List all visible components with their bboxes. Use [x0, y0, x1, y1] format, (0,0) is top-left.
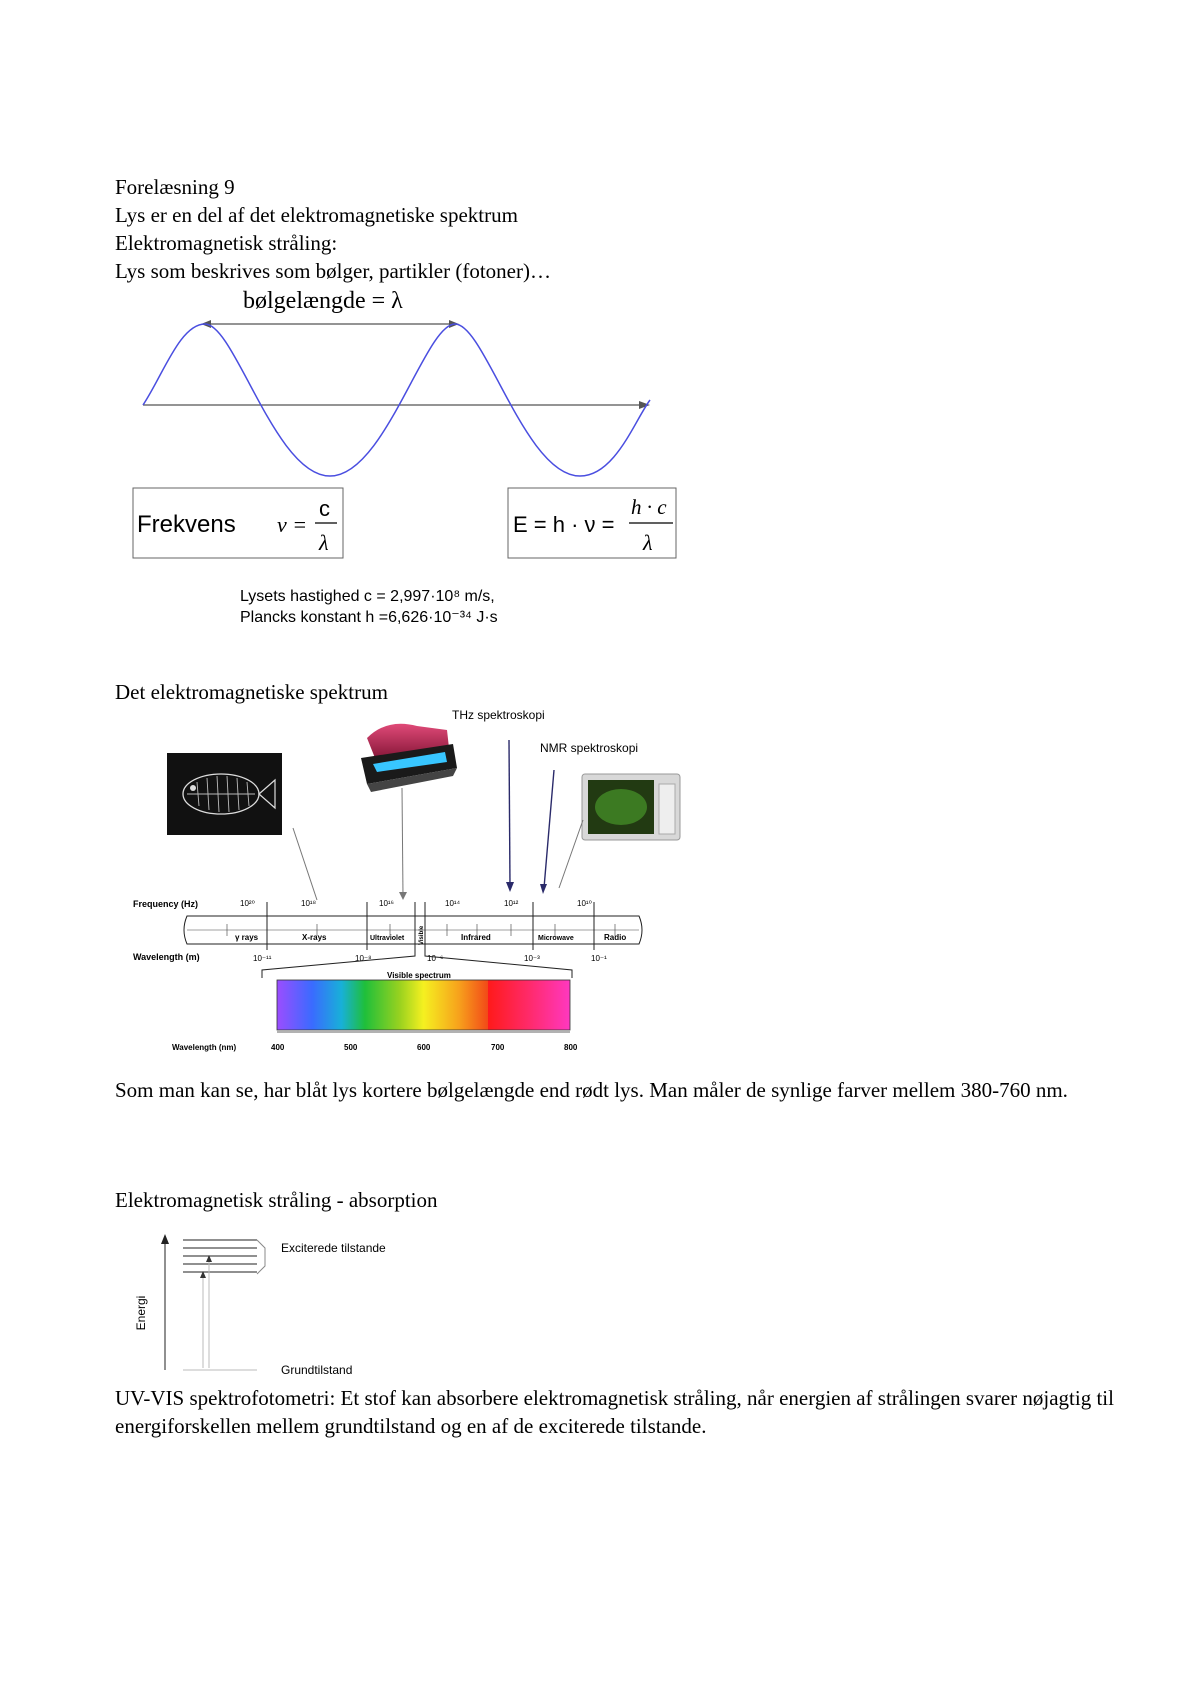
band-visible: Visible: [419, 925, 425, 945]
wavelength-ticks: [253, 954, 607, 963]
band-infrared: Infrared: [461, 933, 491, 942]
absorption-caption: UV-VIS spektrofotometri: Et stof kan absorbere elektromagnetisk stråling, når energien af strålingen svarer nøjagtig til energiforskellen mellem grundtilstand og en af de exciterede tilstande.: [115, 1386, 1114, 1438]
spectrum-caption: Som man kan se, har blåt lys kortere bølgelængde end rødt lys. Man måler de synlige farver mellem 380-760 nm.: [115, 1078, 1068, 1102]
spectrum-heading: Det elektromagnetiske spektrum: [115, 680, 388, 704]
nm-tick-800: 800: [564, 1043, 578, 1052]
energy-numerator: h · c: [631, 495, 667, 519]
wl-tick-3: 10⁻³: [524, 954, 540, 963]
excited-states-label: Exciterede tilstande: [281, 1241, 386, 1255]
wave-figure: [125, 280, 825, 630]
band-radio: Radio: [604, 933, 627, 942]
frequency-ticks: [240, 899, 592, 908]
band-ultraviolet: Ultraviolet: [370, 935, 405, 942]
thz-label: THz spektroskopi: [452, 708, 545, 722]
intro-line-2: Elektromagnetisk stråling:: [115, 231, 338, 255]
microwave-image: [582, 774, 680, 840]
wavelength-label: bølgelængde = λ: [243, 288, 403, 314]
absorption-heading: Elektromagnetisk stråling - absorption: [115, 1188, 438, 1212]
nm-tick-700: 700: [491, 1043, 505, 1052]
frequency-lhs: ν =: [277, 512, 308, 537]
constant-light-speed: Lysets hastighed c = 2,997·10⁸ m/s,: [240, 588, 495, 605]
freq-tick-14: 10¹⁴: [445, 899, 460, 908]
wavelength-axis-label: Wavelength (m): [133, 952, 200, 962]
spectrum-figure: [127, 708, 687, 1068]
nmr-label: NMR spektroskopi: [540, 741, 639, 755]
nm-tick-400: 400: [271, 1043, 285, 1052]
band-gamma: γ rays: [235, 933, 259, 942]
visible-spectrum-bar: [277, 980, 570, 1030]
lecture-title: Forelæsning 9: [115, 175, 235, 199]
wl-tick-8: 10⁻⁸: [355, 954, 372, 963]
band-xrays: X-rays: [302, 933, 327, 942]
energy-axis-label: Energi: [134, 1295, 148, 1331]
ground-state-label: Grundtilstand: [281, 1363, 353, 1377]
energy-lhs: E = h · ν =: [513, 512, 615, 537]
freq-tick-16: 10¹⁶: [379, 899, 394, 908]
energy-level-diagram: [125, 1228, 425, 1378]
intro-line-3: Lys som beskrives som bølger, partikler (fotoner)…: [115, 259, 551, 283]
sine-wave: [143, 324, 650, 476]
wl-tick-1: 10⁻¹: [591, 954, 607, 963]
frequency-label: Frekvens: [137, 511, 236, 538]
freq-tick-10: 10¹⁰: [577, 899, 592, 908]
constant-planck: Plancks konstant h =6,626·10⁻³⁴ J·s: [240, 609, 498, 626]
nm-tick-600: 600: [417, 1043, 431, 1052]
freq-tick-18: 10¹⁸: [301, 899, 316, 908]
band-microwave: Microwave: [538, 935, 574, 942]
energy-denominator: λ: [643, 530, 653, 555]
visible-spectrum-label: Visible spectrum: [387, 971, 451, 980]
wl-tick-6: 10⁻⁶: [427, 954, 444, 963]
frequency-numerator: c: [319, 496, 330, 521]
frequency-axis-label: Frequency (Hz): [133, 899, 199, 909]
frequency-denominator: λ: [319, 530, 329, 555]
freq-tick-12: 10¹²: [504, 899, 519, 908]
wl-tick-11: 10⁻¹¹: [253, 954, 272, 963]
intro-line-1: Lys er en del af det elektromagnetiske spektrum: [115, 203, 518, 227]
tanning-bed-image: [361, 724, 457, 792]
freq-tick-20: 10²⁰: [240, 899, 255, 908]
nm-tick-500: 500: [344, 1043, 358, 1052]
wavelength-nm-axis-label: Wavelength (nm): [172, 1043, 237, 1052]
